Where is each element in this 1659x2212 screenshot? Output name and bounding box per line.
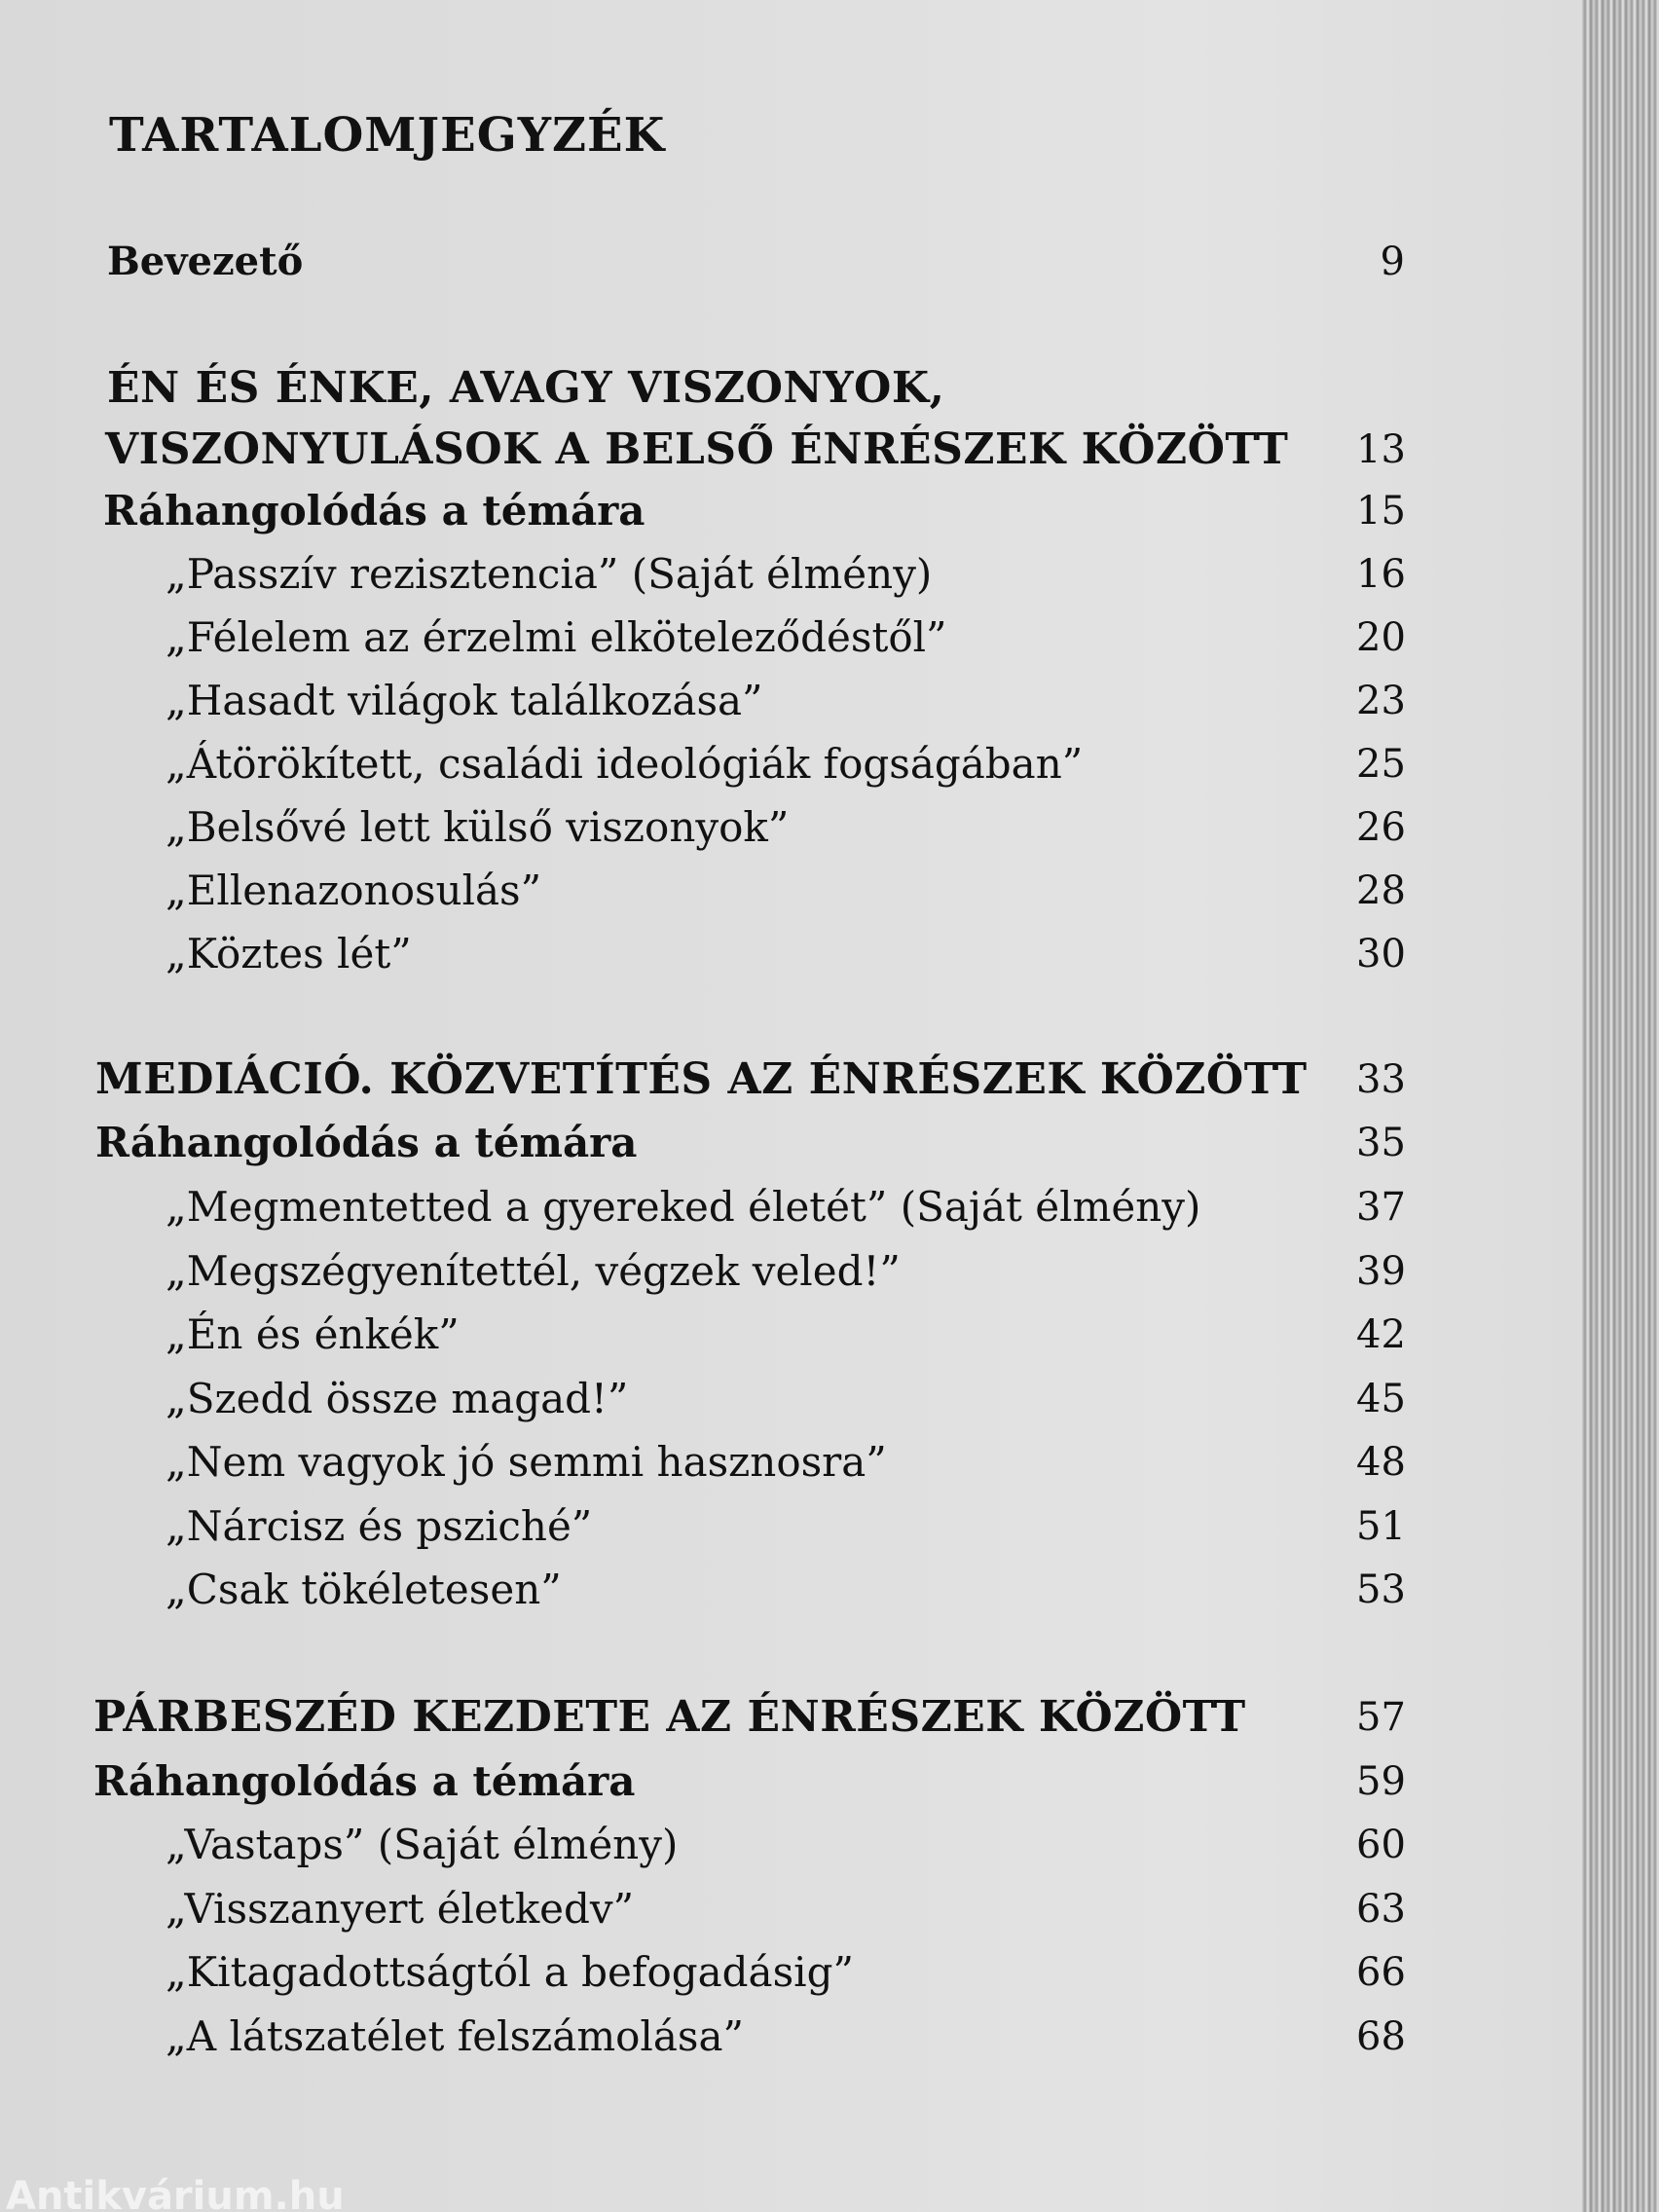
toc-entry	[0, 1303, 1582, 1367]
section-heading: ÉN ÉS ÉNKE, AVAGY VISZONYOK,	[107, 363, 945, 413]
entry-page: 60	[1356, 1823, 1406, 1867]
entry-page: 37	[1356, 1185, 1406, 1230]
entry-page: 51	[1356, 1504, 1406, 1549]
section-heading: VISZONYULÁSOK A BELSŐ ÉNRÉSZEK KÖZÖTT	[105, 424, 1289, 474]
entry-title: „Szedd össze magad!”	[166, 1375, 629, 1422]
entry-page: 23	[1356, 679, 1406, 723]
entry-title: „Félelem az érzelmi elköteleződéstől”	[166, 613, 947, 661]
entry-page: 39	[1356, 1249, 1406, 1294]
entry-page: 45	[1356, 1377, 1406, 1421]
entry-title: „Nem vagyok jó semmi hasznosra”	[166, 1438, 887, 1486]
section-heading: PÁRBESZÉD KEZDETE AZ ÉNRÉSZEK KÖZÖTT	[93, 1692, 1246, 1742]
section-1-subheading	[0, 479, 1582, 543]
toc-entry-intro	[0, 230, 1582, 294]
section-2-subheading	[0, 1111, 1582, 1175]
toc-entry	[0, 922, 1582, 986]
toc-entry	[0, 1558, 1582, 1622]
entry-page: 28	[1356, 868, 1406, 913]
entry-title: „Megszégyenítettél, végzek veled!”	[166, 1247, 901, 1295]
entry-title: Ráhangolódás a témára	[95, 1119, 638, 1166]
entry-title: „Átörökített, családi ideológiák fogságában”	[166, 740, 1084, 788]
entry-page: 20	[1356, 615, 1406, 660]
page-edge-stack	[1582, 0, 1659, 2212]
entry-title: „Nárcisz és psziché”	[166, 1502, 593, 1550]
toc-entry	[0, 669, 1582, 733]
entry-page: 68	[1356, 2014, 1406, 2059]
toc-entry	[0, 732, 1582, 796]
entry-title: „Ellenazonosulás”	[166, 866, 542, 914]
entry-page: 35	[1356, 1121, 1406, 1165]
entry-title: „Kitagadottságtól a befogadásig”	[166, 1948, 854, 1996]
entry-page: 63	[1356, 1887, 1406, 1932]
entry-page: 33	[1356, 1057, 1406, 1102]
entry-page: 42	[1356, 1312, 1406, 1357]
toc-entry	[0, 1175, 1582, 1239]
entry-page: 66	[1356, 1950, 1406, 1995]
toc-entry	[0, 2005, 1582, 2069]
toc-entry	[0, 1877, 1582, 1941]
entry-page: 48	[1356, 1440, 1406, 1485]
section-2-heading	[0, 1048, 1582, 1112]
entry-title: „Visszanyert életkedv”	[166, 1885, 635, 1933]
toc-entry	[0, 1940, 1582, 2005]
entry-page: 59	[1356, 1759, 1406, 1804]
entry-page: 9	[1380, 240, 1405, 284]
entry-page: 15	[1356, 489, 1406, 534]
toc-entry	[0, 1367, 1582, 1431]
entry-title: Ráhangolódás a témára	[103, 487, 645, 535]
entry-page: 53	[1356, 1567, 1406, 1612]
section-1-heading-line-2	[0, 418, 1582, 482]
entry-title: „Köztes lét”	[166, 930, 412, 977]
entry-page: 57	[1356, 1695, 1406, 1740]
section-1-heading-line-1	[0, 356, 1582, 421]
toc-entry	[0, 795, 1582, 860]
watermark: Antikvárium.hu	[6, 2174, 345, 2212]
toc-entry	[0, 606, 1582, 670]
section-3-subheading	[0, 1750, 1582, 1814]
entry-page: 16	[1356, 552, 1406, 597]
entry-title: „Vastaps” (Saját élmény)	[166, 1821, 679, 1868]
toc-title: TARTALOMJEGYZÉK	[109, 108, 666, 163]
entry-page: 30	[1356, 932, 1406, 977]
entry-title: Ráhangolódás a témára	[93, 1757, 636, 1805]
entry-title: „Hasadt világok találkozása”	[166, 677, 763, 724]
toc-entry	[0, 1239, 1582, 1304]
toc-entry	[0, 1430, 1582, 1494]
entry-title: „Belsővé lett külső viszonyok”	[166, 803, 790, 851]
toc-entry	[0, 1813, 1582, 1877]
section-3-heading	[0, 1685, 1582, 1750]
toc-entry	[0, 859, 1582, 923]
entry-page: 26	[1356, 805, 1406, 850]
entry-title: „Passzív rezisztencia” (Saját élmény)	[166, 550, 933, 598]
toc-entry	[0, 542, 1582, 607]
entry-title: „Csak tökéletesen”	[166, 1566, 562, 1613]
entry-title: Bevezető	[107, 239, 304, 284]
entry-title: „Megmentetted a gyereked életét” (Saját élmény)	[166, 1183, 1201, 1231]
entry-title: „A látszatélet felszámolása”	[166, 2012, 744, 2060]
section-heading: MEDIÁCIÓ. KÖZVETÍTÉS AZ ÉNRÉSZEK KÖZÖTT	[95, 1054, 1308, 1104]
entry-page: 13	[1356, 427, 1406, 472]
toc-entry	[0, 1494, 1582, 1559]
entry-page: 25	[1356, 742, 1406, 787]
entry-title: „Én és énkék”	[166, 1310, 460, 1358]
